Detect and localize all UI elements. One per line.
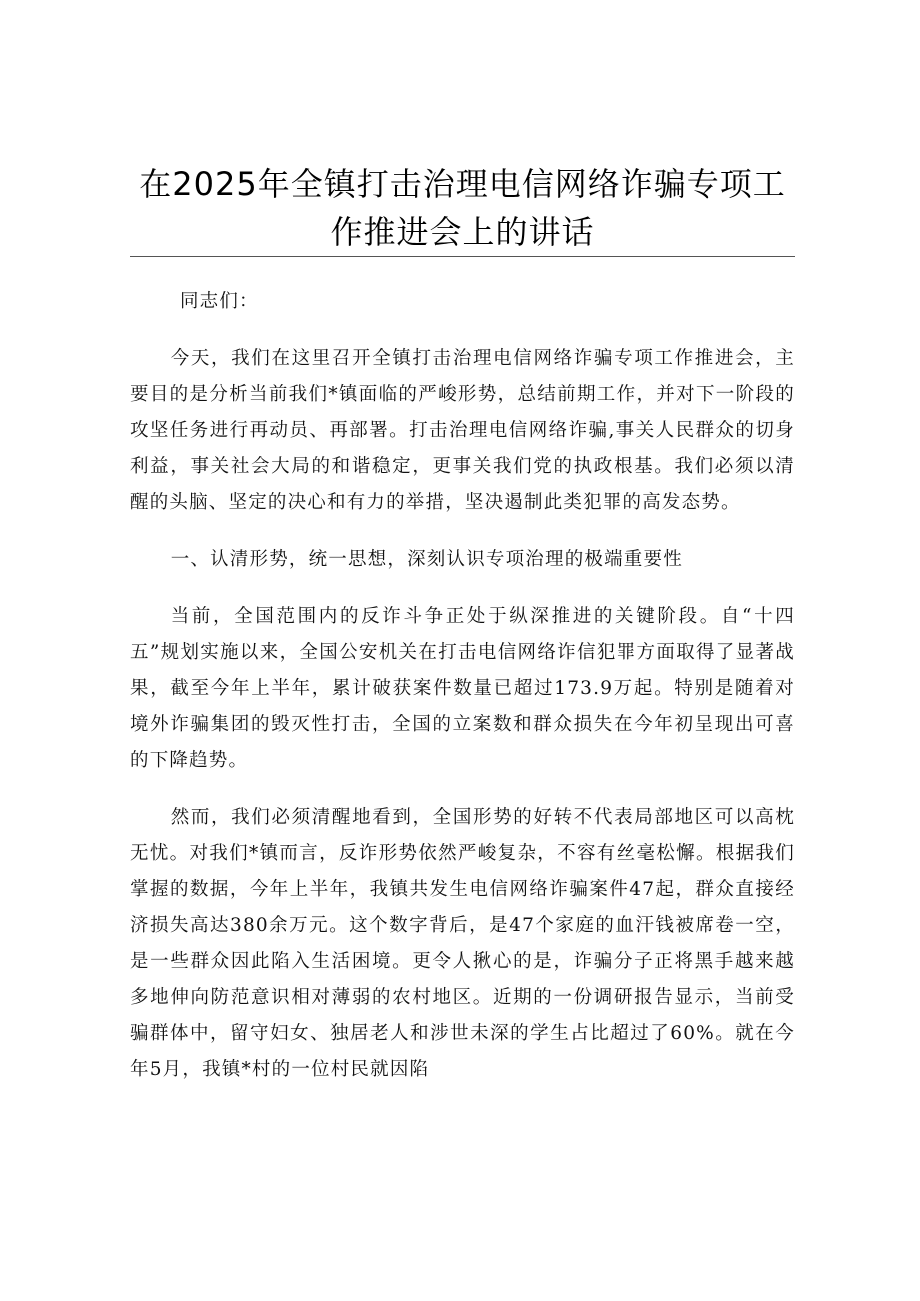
paragraph-national-situation: 当前，全国范围内的反诈斗争正处于纵深推进的关键阶段。自“十四五”规划实施以来，全国公安机关在打击电信网络诈信犯罪方面取得了显著战果，截至今年上半年，累计破获案件数量已超过173.9万起。特别是随着对境外诈骗集团的毁灭性打击，全国的立案数和群众损失在今年初呈现出可喜的下降趋势。 bbox=[130, 606, 795, 771]
title-line-2: 作推进会上的讲话 bbox=[330, 213, 595, 251]
salutation: 同志们： bbox=[179, 291, 259, 312]
paragraph-local-situation: 然而，我们必须清醒地看到，全国形势的好转不代表局部地区可以高枕无忧。对我们*镇而言，反诈形势依然严峻复杂，不容有丝毫松懈。根据我们掌握的数据，今年上半年，我镇共发生电信网络诈骗案件47起，群众直接经济损失高达380余万元。这个数字背后，是47个家庭的血汗钱被席卷一空，是一些群众因此陷入生活困境。更令人揪心的是，诈骗分子正将黑手越来越多地伸向防范意识相对薄弱的农村地区。近期的一份调研报告显示，当前受骗群体中，留守妇女、独居老人和涉世未深的学生占比超过了60%。就在今年5月，我镇*村的一位村民就因陷 bbox=[130, 807, 795, 1080]
title-divider bbox=[130, 256, 795, 257]
document-body bbox=[130, 284, 795, 1109]
paragraph-intro: 今天，我们在这里召开全镇打击治理电信网络诈骗专项工作推进会，主要目的是分析当前我们*镇面临的严峻形势，总结前期工作，并对下一阶段的攻坚任务进行再动员、再部署。打击治理电信网络诈骗,事关人民群众的切身利益，事关社会大局的和谐稳定，更事关我们党的执政根基。我们必须以清醒的头脑、坚定的决心和有力的举措，坚决遏制此类犯罪的高发态势。 bbox=[130, 348, 795, 513]
title-line-1: 在2025年全镇打击治理电信网络诈骗专项工 bbox=[139, 165, 786, 203]
section-heading-1: 一、认清形势，统一思想，深刻认识专项治理的极端重要性 bbox=[170, 549, 683, 570]
document-title bbox=[130, 160, 795, 256]
